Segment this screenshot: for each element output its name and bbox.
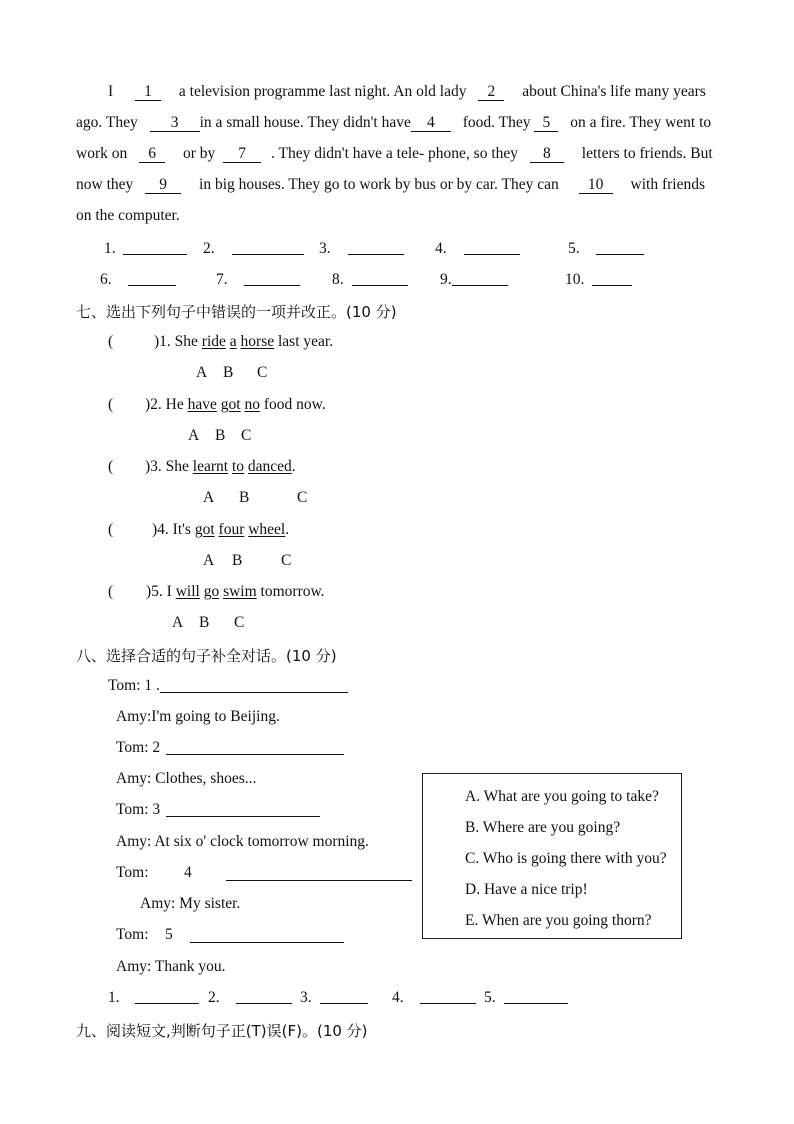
blank-4[interactable]: 4 [411,115,451,132]
answer-blank-3[interactable] [348,240,404,255]
dialogue-answer-1[interactable] [135,989,199,1004]
blank-8[interactable]: 8 [530,146,564,163]
answer-blank-7[interactable] [244,271,300,286]
s7-answer-slot-3[interactable] [118,458,144,472]
worksheet-page: I 1 a television programme last night. An old lady 2 about China's life many years ago. They 3 in a small house. They didn't have 4 food. They 5 on a fire. They went to work on 6 or by 7 . They didn't have a tele- phone, so they 8 letters to friends. But now they 9 in big houses. They go to work by bus or by car. They can 10 with friends on the computer. 1. 2. 3. 4. 5. 6. 7. 8. 9. 10. 七、选出下列句子中错误的一项并改正。(10 分) ( )1. She ride a horse last year. A B C ( )2. He have got no food now. A B C ( )3. She learnt to danced. A B C ( )4. It's got four wheel. A B C ( )5. I will go swim tomorrow. A B C 八、选择合适的句子补全对话。(10 分) Tom: 1 . Amy:I'm going to Beijing. Tom: 2 Amy: Clothes, shoes... Tom: 3 Amy: At six o' clock tomorrow morning. Tom: 4 Amy: My sister. Tom: 5 Amy: Thank you. A. What are you going to take? B. Where are you going? C. Who is going there with you? D. Have a nice trip! E. When are you going thorn? 1. 2. 3. 4. 5. 九、阅读短文,判断句子正(T)误(F)。(10 分) [76,83,713,1040]
answer-blank-5[interactable] [596,240,644,255]
section-8-heading: 八、选择合适的句子补全对话。(10 分) [76,647,337,665]
blank-9[interactable]: 9 [145,177,181,194]
answer-blank-8[interactable] [352,271,408,286]
option-a-word: will [175,583,200,600]
dialogue-answer-2[interactable] [236,989,292,1004]
s7-answer-slot-4[interactable] [118,521,152,535]
answer-blank-10[interactable] [592,271,632,286]
dialogue-blank-3[interactable] [166,802,320,817]
s7-answer-slot-1[interactable] [118,333,152,347]
dialogue-blank-2[interactable] [166,740,344,755]
option-a-word: learnt [192,458,229,475]
passage-line-3: work on 6 or by 7 . They didn't have a tele- phone, so they 8 letters to friends. But [76,145,713,162]
blank-7[interactable]: 7 [223,146,261,163]
s7-answer-slot-5[interactable] [118,583,144,597]
dialogue-blank-1[interactable] [160,678,348,693]
answer-blank-9[interactable] [452,271,508,286]
blank-3[interactable]: 3 [150,115,200,132]
option-a: A. What are you going to take? [465,788,659,805]
passage-line-2: ago. They 3 in a small house. They didn't have 4 food. They 5 on a fire. They went to [76,114,712,131]
option-c-word: horse [240,333,275,350]
blank-10[interactable]: 10 [579,177,613,194]
option-b-word: four [218,521,245,538]
option-c-word: wheel [248,521,286,538]
blank-6[interactable]: 6 [139,146,165,163]
dialogue-answer-4[interactable] [420,989,476,1004]
blank-5[interactable]: 5 [534,115,558,132]
option-b-word: a [229,333,237,350]
option-c-word: no [244,396,260,413]
answer-blank-2[interactable] [232,240,304,255]
option-c-word: swim [223,583,257,600]
answer-blank-4[interactable] [464,240,520,255]
blank-2[interactable]: 2 [478,84,504,101]
option-c: C. Who is going there with you? [465,850,667,867]
dialogue-answer-5[interactable] [504,989,568,1004]
passage-line-5: on the computer. [76,207,180,224]
dialogue-answer-3[interactable] [320,989,368,1004]
options-box [422,773,682,939]
dialogue-blank-5[interactable] [190,928,344,943]
passage-line-4: now they 9 in big houses. They go to work by bus or by car. They can 10 with friends [76,176,705,193]
answer-blank-6[interactable] [128,271,176,286]
section-7-heading: 七、选出下列句子中错误的一项并改正。(10 分) [76,303,397,321]
answer-blank-1[interactable] [123,240,187,255]
passage-line-1: I 1 a television programme last night. An old lady 2 about China's life many years [108,83,706,100]
dialogue-blank-4[interactable] [226,866,412,881]
option-a-word: got [194,521,215,538]
option-b: B. Where are you going? [465,819,621,836]
option-b-word: go [203,583,220,600]
option-a-word: have [187,396,217,413]
option-b-word: got [220,396,241,413]
blank-1[interactable]: 1 [135,84,161,101]
option-d: D. Have a nice trip! [465,881,588,898]
option-c-word: danced [247,458,292,475]
s7-answer-slot-2[interactable] [118,396,144,410]
option-b-word: to [231,458,245,475]
option-e: E. When are you going thorn? [465,912,652,929]
section-9-heading: 九、阅读短文,判断句子正(T)误(F)。(10 分) [76,1022,368,1040]
option-a-word: ride [201,333,226,350]
